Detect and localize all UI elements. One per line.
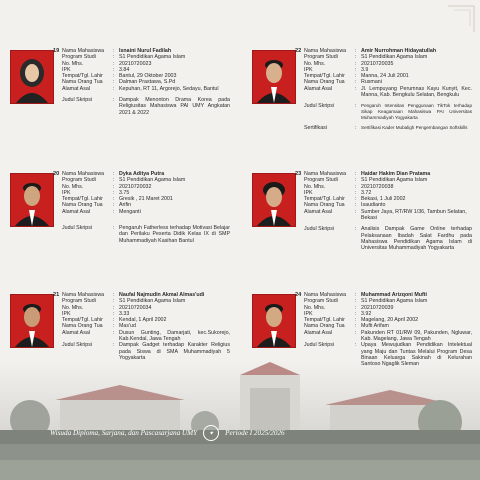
field-label: Tempat/Tgl. Lahir — [304, 317, 345, 324]
field-label: No. Mhs. — [304, 183, 326, 190]
student-number: 20210720039 — [361, 304, 394, 311]
field-label: Alamat Asal — [62, 329, 90, 336]
field-label: Nama Mahasiswa — [62, 171, 105, 177]
field-label: Alamat Asal — [304, 329, 332, 336]
field-label: Program Studi — [304, 298, 338, 305]
address: Menganti — [119, 208, 141, 215]
student-number: 20210720038 — [361, 183, 394, 190]
field-label: Tempat/Tgl. Lahir — [62, 196, 103, 203]
field-label: Program Studi — [62, 177, 96, 184]
corner-ornament-icon — [446, 4, 476, 34]
parent-name: Mas'ud — [119, 323, 136, 330]
student-name: Dyka Aditya Putra — [119, 171, 165, 177]
field-label: Program Studi — [304, 177, 338, 184]
thesis-title: Upaya Mewujudkan Pendidikan Intelektual yang Maju dan Tuntas Melalui Program Desa Binaan Keluarga Sakinah di Kelurahan Santoso Ngaglik Sleman — [361, 342, 472, 368]
field-label: Nama Orang Tua — [304, 79, 345, 86]
field-label: Nama Orang Tua — [62, 323, 103, 330]
field-label: IPK — [62, 189, 71, 196]
field-label: Tempat/Tgl. Lahir — [304, 73, 345, 80]
birth-info: Gresik , 21 Maret 2001 — [119, 196, 173, 203]
field-label: Nama Mahasiswa — [304, 48, 347, 54]
student-entry: 23 Nama Mahasiswa : Haidar Hakim Dian Pratama Program Studi : S1 Pendidikan Agama Islam No. Mhs. : 20210720038 IPK : 3.72 Tempat/Tgl. Lahir : Bekasi, 1 Juli 2002 Nama Orang Tua : Isaudianto Alamat Asal : Sumber Jaya, RT/RW 1/36, Tambun Selatan, Bekasi Judul Skripsi : Analisis Dampak Game Online terhadap Pelaksanaan Ibadah Salat Fardhu pada Mahasiswa Pendidikan Agama Islam di Universitas Muhammadiyah Yogyakarta — [242, 169, 474, 307]
student-name: Amir Nurrohman Hidayatullah — [361, 48, 437, 54]
student-photo — [252, 50, 296, 104]
student-number: 20210720023 — [119, 60, 152, 67]
parent-name: Isaudianto — [361, 202, 386, 209]
gpa: 3.72 — [361, 189, 372, 196]
field-label: Judul Skripsi — [62, 342, 93, 349]
parent-name: Rusmani — [361, 79, 382, 86]
gpa: 3.84 — [119, 66, 130, 73]
field-label: Tempat/Tgl. Lahir — [62, 317, 103, 324]
address: Dusun Gunting, Damarjati, kec.Sukorejo, Kab.Kendal, Jawa Tengah — [119, 329, 230, 343]
field-label: Sertifikasi — [304, 125, 327, 132]
entry-number: 20 — [53, 171, 60, 177]
student-name: Naufal Najmudin Akmal Almas'udi — [119, 292, 205, 298]
footer-period: Periode I 2025/2026 — [225, 429, 285, 437]
field-label: Nama Mahasiswa — [304, 171, 347, 177]
student-photo — [10, 294, 54, 348]
birth-info: Manna, 24 Juli 2001 — [361, 73, 409, 80]
field-label: Nama Mahasiswa — [62, 48, 105, 54]
field-label: Judul Skripsi — [304, 342, 335, 349]
program: S1 Pendidikan Agama Islam — [361, 298, 428, 305]
field-label: IPK — [304, 66, 313, 73]
program: S1 Pendidikan Agama Islam — [119, 177, 186, 184]
entry-number: 21 — [53, 292, 60, 298]
university-seal-icon: ✦ — [203, 425, 219, 441]
field-label: No. Mhs. — [62, 304, 84, 311]
birth-info: Bekasi, 1 Juli 2002 — [361, 196, 406, 203]
address: Jl. Lempuyang Perumnas Kayu Kunyit, Kec. Manna, Kab. Bengkulu Selatan, Bengkulu — [361, 85, 472, 99]
field-label: Alamat Asal — [304, 208, 332, 215]
gpa: 3.92 — [361, 310, 372, 317]
field-label: Program Studi — [62, 298, 96, 305]
field-label: Nama Orang Tua — [62, 202, 103, 209]
field-label: Program Studi — [304, 54, 338, 61]
student-name: Haidar Hakim Dian Pratama — [361, 171, 431, 177]
field-label: Tempat/Tgl. Lahir — [62, 73, 103, 80]
parent-name: Arifin — [119, 202, 132, 209]
student-entry: 21 Nama Mahasiswa : Naufal Najmudin Akmal Almas'udi Program Studi : S1 Pendidikan Agama Islam No. Mhs. : 20210720034 IPK : 3.33 Tempat/Tgl. Lahir : Kendal, 1 April 2002 Nama Orang Tua : Mas'ud Alamat Asal : Dusun Gunting, Damarjati, kec.Sukorejo, Kab.Kendal, Jawa Tengah Judul Skripsi : Dampak Gadget terhadap Karakter Religius pada Siswa di SMA Muhammadiyah 5 Yogyakarta — [0, 290, 232, 428]
field-label: No. Mhs. — [304, 60, 326, 67]
page-footer — [50, 426, 430, 440]
thesis-title: Dampak Menonton Drama Korea pada Religiusitas Mahasiswa PAI UMY Angkatan 2021 & 2022 — [119, 97, 230, 116]
field-label: No. Mhs. — [62, 60, 84, 67]
student-entry: 19 Nama Mahasiswa : Isnaini Nurul Fadilah Program Studi : S1 Pendidikan Agama Islam No. Mhs. : 20210720023 IPK : 3.84 Tempat/Tgl. Lahir : Bantul, 29 Oktober 2003 Nama Orang Tua : Dalman Prastawa, S.Pd Alamat Asal : Kepuhan, RT 11, Argorejo, Sedayu, Bantul Judul Skripsi : Dampak Menonton Drama Korea pada Religiusitas Mahasiswa PAI UMY Angkatan 2021 & 2022 — [0, 46, 232, 184]
entry-number: 23 — [295, 171, 302, 177]
program: S1 Pendidikan Agama Islam — [361, 177, 428, 184]
thesis-title: Pengaruh Intensitas Penggunaan TikTok terhadap Sikap Keagamaan Mahasiswa PAI Universitas Muhammadiyah Yogyakarta — [361, 103, 472, 120]
field-label: Judul Skripsi — [62, 97, 93, 104]
field-label: Alamat Asal — [62, 208, 90, 215]
program: S1 Pendidikan Agama Islam — [119, 298, 186, 305]
thesis-title: Dampak Gadget terhadap Karakter Religius pada Siswa di SMA Muhammadiyah 5 Yogyakarta — [119, 342, 230, 361]
student-name: Muhammad Arizqoni Mufti — [361, 292, 428, 298]
student-entry: 24 Nama Mahasiswa : Muhammad Arizqoni Mufti Program Studi : S1 Pendidikan Agama Islam No. Mhs. : 20210720039 IPK : 3.92 Tempat/Tgl. Lahir : Magelang, 20 April 2002 Nama Orang Tua : Mufti Arifam Alamat Asal : Pakunden RT 01/RW 09, Pakunden, Ngluwar, Kab. Magelang, Jawa Tengah Judul Skripsi : Upaya Mewujudkan Pendidikan Intelektual yang Maju dan Tuntas Melalui Program Desa Binaan Keluarga Sakinah di Kelurahan Santoso Ngaglik Sleman — [242, 290, 474, 428]
field-label: Nama Mahasiswa — [304, 292, 347, 298]
student-number: 20210720034 — [119, 304, 152, 311]
student-photo — [252, 294, 296, 348]
student-entry: 20 Nama Mahasiswa : Dyka Aditya Putra Program Studi : S1 Pendidikan Agama Islam No. Mhs. : 20210720032 IPK : 3.75 Tempat/Tgl. Lahir : Gresik , 21 Maret 2001 Nama Orang Tua : Arifin Alamat Asal : Menganti Judul Skripsi : Pengaruh Fatherless terhadap Motivasi Belajar dan Perilaku Peserta Didik Kelas IX di SMP Muhammadiyah Kasihan Bantul — [0, 169, 232, 307]
thesis-title: Analisis Dampak Game Online terhadap Pelaksanaan Ibadah Salat Fardhu pada Mahasiswa Pendidikan Agama Islam di Universitas Muhammadiyah Yogyakarta — [361, 226, 472, 252]
field-label: Nama Orang Tua — [304, 202, 345, 209]
field-label: Alamat Asal — [304, 85, 332, 92]
birth-info: Kendal, 1 April 2002 — [119, 317, 167, 324]
student-number: 20210720032 — [119, 183, 152, 190]
address: Sumber Jaya, RT/RW 1/36, Tambun Selatan, Bekasi — [361, 208, 467, 222]
program: S1 Pendidikan Agama Islam — [361, 54, 428, 61]
field-label: No. Mhs. — [304, 304, 326, 311]
thesis-title: Pengaruh Fatherless terhadap Motivasi Belajar dan Perilaku Peserta Didik Kelas IX di SMP Muhammadiyah Kasihan Bantul — [119, 225, 230, 244]
program: S1 Pendidikan Agama Islam — [119, 54, 186, 61]
field-label: Judul Skripsi — [62, 225, 93, 232]
field-label: Judul Skripsi — [304, 226, 335, 233]
field-label: Nama Orang Tua — [304, 323, 345, 330]
entry-number: 24 — [295, 292, 302, 298]
student-photo — [10, 173, 54, 227]
address: Pakunden RT 01/RW 09, Pakunden, Ngluwar, Kab. Magelang, Jawa Tengah — [361, 329, 472, 343]
parent-name: Mufti Arifam — [361, 323, 389, 330]
field-label: Nama Orang Tua — [62, 79, 103, 86]
entry-number: 22 — [295, 48, 302, 54]
student-photo — [252, 173, 296, 227]
birth-info: Bantul, 29 Oktober 2003 — [119, 73, 177, 80]
footer-event-title: Wisuda Diploma, Sarjana, dan Pascasarjana UMY — [50, 429, 198, 437]
student-number: 20210720035 — [361, 60, 394, 67]
student-photo — [10, 50, 54, 104]
field-label: Program Studi — [62, 54, 96, 61]
field-label: Nama Mahasiswa — [62, 292, 105, 298]
student-name: Isnaini Nurul Fadilah — [119, 48, 172, 54]
field-label: IPK — [62, 310, 71, 317]
field-label: IPK — [62, 66, 71, 73]
entry-number: 19 — [53, 48, 60, 54]
gpa: 3.33 — [119, 310, 130, 317]
field-label: Alamat Asal — [62, 85, 90, 92]
field-label: IPK — [304, 189, 313, 196]
field-label: IPK — [304, 310, 313, 317]
certification: Sertifikasi Kader Mubaligh Pengembangan Softskills — [361, 125, 468, 131]
field-label: No. Mhs. — [62, 183, 84, 190]
student-entry: 22 Nama Mahasiswa : Amir Nurrohman Hidayatullah Program Studi : S1 Pendidikan Agama Islam No. Mhs. : 20210720035 IPK : 3.9 Tempat/Tgl. Lahir : Manna, 24 Juli 2001 Nama Orang Tua : Rusmani Alamat Asal : Jl. Lempuyang Perumnas Kayu Kunyit, Kec. Manna, Kab. Bengkulu Selatan, Bengkulu Judul Skripsi : Pengaruh Intensitas Penggunaan TikTok terhadap Sikap Keagamaan Mahasiswa PAI Universitas Muhammadiyah Yogyakarta Sertifikasi : Sertifikasi Kader Mubaligh Pengembangan Softskills — [242, 46, 474, 184]
address: Kepuhan, RT 11, Argorejo, Sedayu, Bantul — [119, 85, 219, 92]
field-label: Tempat/Tgl. Lahir — [304, 196, 345, 203]
gpa: 3.75 — [119, 189, 130, 196]
birth-info: Magelang, 20 April 2002 — [361, 317, 419, 324]
gpa: 3.9 — [361, 66, 369, 73]
field-label: Judul Skripsi — [304, 103, 335, 110]
parent-name: Dalman Prastawa, S.Pd — [119, 79, 176, 86]
